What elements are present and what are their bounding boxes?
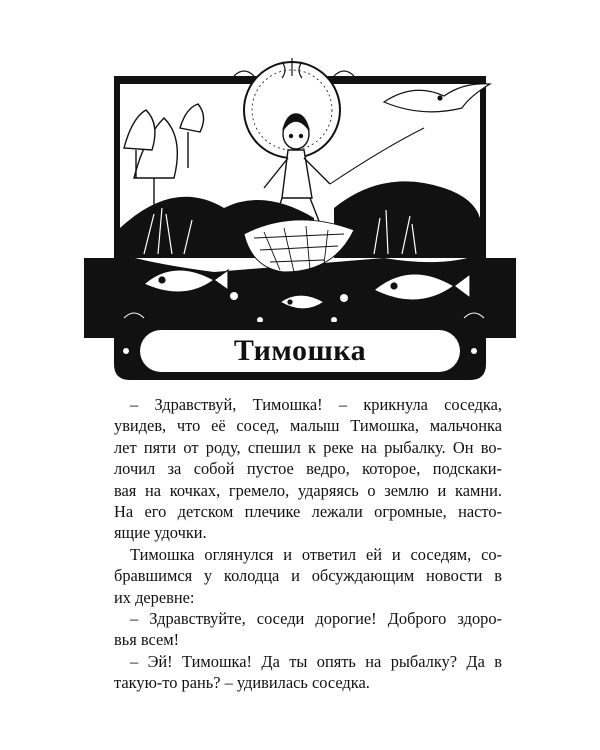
text-line: вья всем! — [114, 630, 180, 650]
paragraph-1 — [98, 394, 502, 544]
text-line: такую-то рань? – удивилась соседка. — [114, 673, 370, 693]
text-line: бравшимся у колодца и обсуждающим новости в — [114, 566, 502, 586]
paragraph-2 — [98, 544, 502, 608]
chapter-text — [98, 394, 502, 694]
chapter-title-plate — [110, 318, 490, 384]
paragraph-4 — [98, 651, 502, 694]
chapter-title: Тимошка — [233, 334, 367, 367]
text-line: вая на кочках, гремело, ударяясь о землю и камни. — [114, 480, 502, 500]
text-line: На его детском плечике лежали огромные, насто- — [114, 502, 502, 522]
text-line: лочил за собой пустое ведро, которое, подскаки- — [114, 459, 502, 479]
text-line: – Здравствуйте, соседи дорогие! Доброго здоро- — [130, 609, 502, 629]
text-line: лет пяти от роду, спешил к реке на рыбалку. Он во- — [114, 437, 502, 457]
paragraph-3 — [98, 608, 502, 651]
text-line: – Эй! Тимошка! Да ты опять на рыбалку? Да в — [130, 651, 502, 671]
text-line: их деревне: — [114, 587, 195, 607]
text-line: увидев, что её сосед, малыш Тимошка, мальчонка — [114, 416, 502, 436]
text-line: – Здравствуй, Тимошка! – крикнула соседка, — [130, 395, 502, 414]
text-line: ящие удочки. — [114, 523, 207, 543]
text-line: Тимошка оглянулся и ответил ей и соседям, со- — [130, 544, 502, 564]
